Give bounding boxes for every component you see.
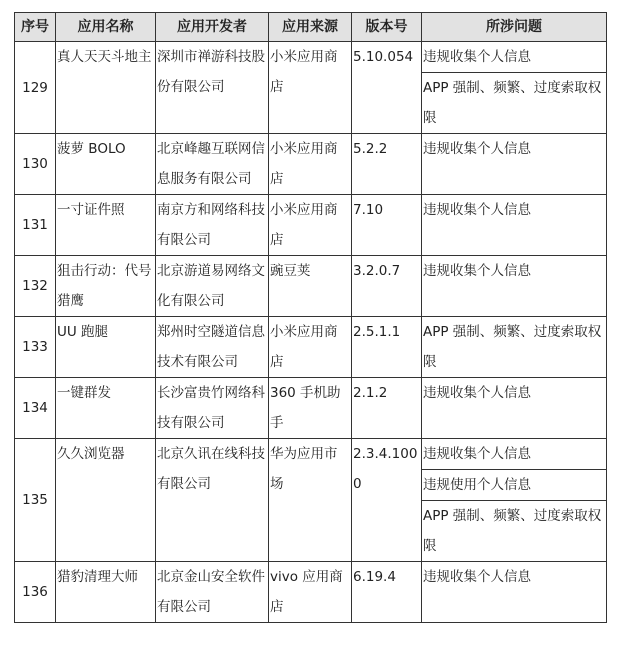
table-row — [15, 256, 607, 317]
table-row — [15, 562, 607, 623]
cell-developer: 北京久讯在线科技有限公司 — [156, 439, 269, 562]
header-row — [15, 13, 607, 42]
cell-seq: 135 — [15, 439, 56, 562]
cell-app-name: 久久浏览器 — [56, 439, 156, 562]
header-issues: 所涉问题 — [422, 13, 607, 42]
cell-version: 5.10.054 — [352, 42, 422, 134]
cell-issue: 违规使用个人信息 — [422, 470, 607, 501]
header-developer: 应用开发者 — [156, 13, 269, 42]
cell-developer: 北京金山安全软件有限公司 — [156, 562, 269, 623]
cell-app-name: 狙击行动：代号猎鹰 — [56, 256, 156, 317]
cell-issue: 违规收集个人信息 — [422, 378, 607, 439]
cell-version: 2.5.1.1 — [352, 317, 422, 378]
header-app-name: 应用名称 — [56, 13, 156, 42]
cell-issue: 违规收集个人信息 — [422, 562, 607, 623]
cell-source: 华为应用市场 — [269, 439, 352, 562]
cell-seq: 132 — [15, 256, 56, 317]
cell-developer: 南京方和网络科技有限公司 — [156, 195, 269, 256]
cell-version: 2.3.4.1000 — [352, 439, 422, 562]
cell-app-name: 一寸证件照 — [56, 195, 156, 256]
cell-seq: 136 — [15, 562, 56, 623]
table-row — [15, 195, 607, 256]
cell-app-name: 真人天天斗地主 — [56, 42, 156, 134]
cell-developer: 深圳市禅游科技股份有限公司 — [156, 42, 269, 134]
cell-seq: 130 — [15, 134, 56, 195]
cell-source: 小米应用商店 — [269, 134, 352, 195]
cell-issue: APP 强制、频繁、过度索取权限 — [422, 501, 607, 562]
cell-developer: 北京峰趣互联网信息服务有限公司 — [156, 134, 269, 195]
cell-source: 小米应用商店 — [269, 42, 352, 134]
table-row — [15, 378, 607, 439]
cell-developer: 北京游道易网络文化有限公司 — [156, 256, 269, 317]
cell-version: 6.19.4 — [352, 562, 422, 623]
cell-source: 小米应用商店 — [269, 195, 352, 256]
cell-developer: 长沙富贵竹网络科技有限公司 — [156, 378, 269, 439]
table-row — [15, 134, 607, 195]
app-violation-table — [14, 12, 607, 623]
cell-version: 3.2.0.7 — [352, 256, 422, 317]
cell-app-name: UU 跑腿 — [56, 317, 156, 378]
cell-issue: APP 强制、频繁、过度索取权限 — [422, 317, 607, 378]
cell-issue: 违规收集个人信息 — [422, 256, 607, 317]
cell-issue: APP 强制、频繁、过度索取权限 — [422, 73, 607, 134]
cell-version: 2.1.2 — [352, 378, 422, 439]
cell-version: 7.10 — [352, 195, 422, 256]
cell-source: 豌豆荚 — [269, 256, 352, 317]
cell-developer: 郑州时空隧道信息技术有限公司 — [156, 317, 269, 378]
cell-issue: 违规收集个人信息 — [422, 42, 607, 73]
table-row — [15, 439, 607, 470]
cell-app-name: 猎豹清理大师 — [56, 562, 156, 623]
header-seq: 序号 — [15, 13, 56, 42]
cell-version: 5.2.2 — [352, 134, 422, 195]
cell-source: 小米应用商店 — [269, 317, 352, 378]
cell-seq: 134 — [15, 378, 56, 439]
cell-seq: 129 — [15, 42, 56, 134]
cell-seq: 131 — [15, 195, 56, 256]
cell-issue: 违规收集个人信息 — [422, 134, 607, 195]
table-row — [15, 317, 607, 378]
cell-app-name: 一键群发 — [56, 378, 156, 439]
table-row — [15, 42, 607, 73]
cell-issue: 违规收集个人信息 — [422, 439, 607, 470]
header-source: 应用来源 — [269, 13, 352, 42]
cell-issue: 违规收集个人信息 — [422, 195, 607, 256]
cell-source: vivo 应用商店 — [269, 562, 352, 623]
header-version: 版本号 — [352, 13, 422, 42]
cell-seq: 133 — [15, 317, 56, 378]
cell-source: 360 手机助手 — [269, 378, 352, 439]
cell-app-name: 菠萝 BOLO — [56, 134, 156, 195]
